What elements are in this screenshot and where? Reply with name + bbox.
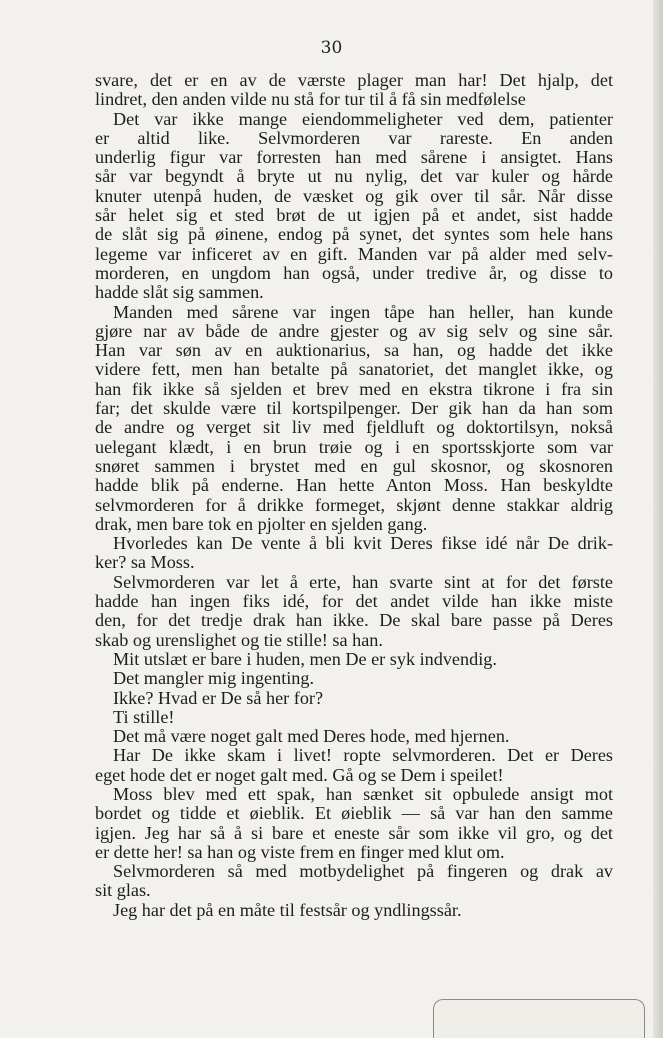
text-line: knuter utenpå huden, de væsket og gik over til sår. Når disse (95, 185, 613, 206)
text-line: Hvorledes kan De vente å bli kvit Deres fikse idé når De drik- (113, 533, 613, 554)
text-line: legeme var inficeret av en gift. Manden var på alder med selv- (95, 243, 613, 264)
text-line: Har De ikke skam i livet! ropte selvmorderen. Det er Deres (113, 745, 613, 766)
text-line: videre fett, men han betalte på sanatoriet, det manglet ikke, og (95, 359, 613, 380)
text-line: snøret sammen i brystet med en gul skosnor, og skosnoren (95, 455, 613, 476)
text-line: Ti stille! (113, 706, 175, 727)
page-edge (653, 0, 663, 1038)
text-line: hadde blik på enderne. Han hette Anton Moss. Han beskyldte (95, 475, 613, 496)
text-line: er altid like. Selvmorderen var rareste. En anden (95, 127, 613, 148)
text-line: morderen, en ungdom han også, under tredive år, og disse to (95, 262, 613, 283)
text-line: svare, det er en av de værste plager man har! Det hjalp, det (95, 70, 613, 90)
corner-tab (433, 999, 645, 1038)
text-line: gjøre nar av både de andre gjester og av sig selv og sine sår. (95, 320, 613, 341)
text-line: Selvmorderen var let å erte, han svarte sint at for det første (113, 571, 613, 592)
text-line: Moss blev med ett spak, han sænket sit opbulede ansigt mot (113, 783, 613, 804)
text-line: Selvmorderen så med motbydelighet på fingeren og drak av (113, 861, 613, 882)
text-line: er dette her! sa han og viste frem en finger med klut om. (95, 841, 505, 862)
text-line: Mit utslæt er bare i huden, men De er syk indvendig. (113, 648, 497, 669)
text-line: Han var søn av en auktionarius, sa han, og hadde det ikke (95, 340, 613, 361)
text-line: han fik ikke så sjelden et brev med en ekstra tikrone i fra sin (95, 378, 613, 399)
body-text (95, 71, 613, 920)
text-line: igjen. Jeg har så å si bare et eneste sår som ikke vil gro, og det (95, 822, 613, 843)
text-line: far; det skulde være til kortspilpenger. Der gik han da han som (95, 398, 613, 419)
text-line: ker? sa Moss. (95, 552, 195, 573)
text-line: drak, men bare tok en pjolter en sjelden gang. (95, 513, 428, 534)
text-line: uelegant klædt, i en brun trøie og i en sportsskjorte som var (95, 436, 613, 457)
text-line: bordet og tidde et øieblik. Et øieblik — så var han den samme (95, 803, 613, 824)
text-line: eget hode det er noget galt med. Gå og se Dem i speilet! (95, 764, 504, 785)
text-line: skab og urenslighet og tie stille! sa han. (95, 629, 383, 650)
text-line: Det må være noget galt med Deres hode, med hjernen. (113, 726, 510, 747)
text-line: de slåt sig på øinene, endog på synet, det syntes som hele hans (95, 224, 613, 245)
text-line: hadde slåt sig sammen. (95, 282, 264, 303)
text-line: Manden med sårene var ingen tåpe han heller, han kunde (113, 301, 613, 322)
text-line: sit glas. (95, 880, 151, 901)
text-line: sår var begyndt å bryte ut nu nylig, det var kuler og hårde (95, 166, 613, 187)
text-line: selvmorderen for å drikke formeget, skjønt denne stakkar aldrig (95, 494, 613, 515)
text-line: lindret, den anden vilde nu stå for tur til å få sin medfølelse (95, 89, 526, 110)
text-line: den, for det tredje drak han ikke. De skal bare passe på Deres (95, 610, 613, 631)
text-line: Det mangler mig ingenting. (113, 668, 315, 689)
text-line: hadde han ingen fiks idé, for det andet vilde han ikke miste (95, 591, 613, 612)
text-line: Jeg har det på en måte til festsår og yndlingssår. (113, 899, 462, 920)
text-line: underlig figur var forresten han med sårene i ansigtet. Hans (95, 147, 613, 168)
page-number: 30 (320, 38, 343, 58)
text-line: de andre og verget sit liv med fjeldluft og doktortilsyn, nokså (95, 417, 613, 438)
text-line: Det var ikke mange eiendommeligheter ved dem, patienter (113, 108, 613, 129)
text-line: sår helet sig et sted brøt de ut igjen på et andet, sist hadde (95, 205, 613, 226)
text-line: Ikke? Hvad er De så her for? (113, 687, 324, 708)
